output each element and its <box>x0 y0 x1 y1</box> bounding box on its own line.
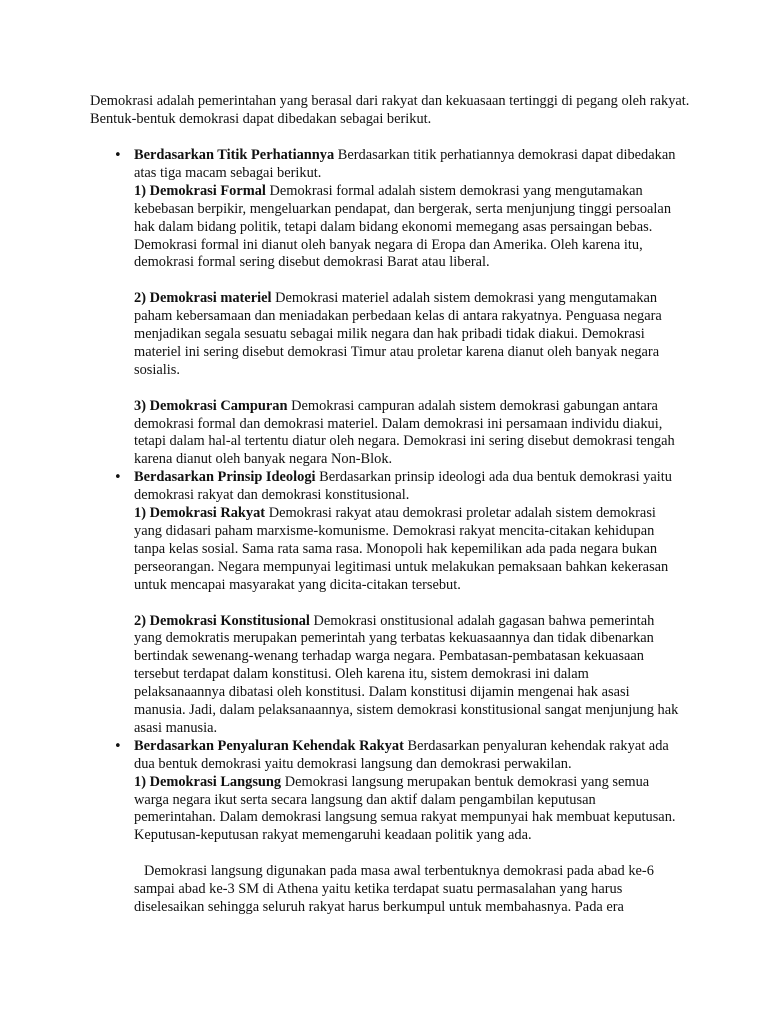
section-heading: Berdasarkan Penyaluran Kehendak Rakyat <box>134 737 404 754</box>
bullet-icon: • <box>114 738 122 754</box>
section-text: Berdasarkan titik perhatiannya demokrasi dapat dibedakan atas tiga macam sebagai berikut. <box>134 147 676 181</box>
item-text: Demokrasi formal adalah sistem demokrasi yang mengutamakan kebebasan berpikir, mengeluarkan pendapat, dan bergerak, serta menjunjung tinggi persoalan hak dalam bidang politik, tetapi dalam bidang ekonomi memegang asas persaingan bebas. Demokrasi formal ini dianut oleh banyak negara di Eropa dan Amerika. Oleh karena itu, demokrasi formal sering disebut demokrasi Barat atau liberal. <box>134 182 672 271</box>
item-text: Demokrasi rakyat atau demokrasi proletar adalah sistem demokrasi yang didasari paham marxisme-komunisme. Demokrasi rakyat mencita-citakan kehidupan tanpa kelas sosial. Sama rata sama rasa. Monopoli hak kepemilikan ada pada negara bukan perseorangan. Negara mempunyai legitimasi untuk melakukan pemaksaan bahkan kekerasan untuk mencapai masyarakat yang dicita-citakan tersebut. <box>134 505 669 593</box>
item-title: 2) Demokrasi materiel <box>134 290 272 307</box>
item-text: Demokrasi langsung merupakan bentuk demokrasi yang semua warga negara ikut serta secara langsung dan aktif dalam pengambilan keputusan pemerintahan. Dalam demokrasi langsung semua rakyat mempunyai hak membuat keputusan. Keputusan-keputusan rakyat memengaruhi keadaan politik yang ada. <box>134 773 676 844</box>
item-text: Demokrasi campuran adalah sistem demokrasi gabungan antara demokrasi formal dan demokrasi materiel. Dalam demokrasi ini persamaan individu diakui, tetapi dalam hal-al tertentu diatur oleh negara. Demokrasi ini sering disebut demokrasi tengah karena dianut oleh banyak negara Non-Blok. <box>134 397 675 468</box>
section-heading: Berdasarkan Titik Perhatiannya <box>134 147 335 163</box>
section-titik-perhatian <box>114 147 679 469</box>
item-title: 3) Demokrasi Campuran <box>134 397 288 414</box>
section-text: Berdasarkan penyaluran kehendak rakyat ada dua bentuk demokrasi yaitu demokrasi langsung dan demokrasi perwakilan. <box>134 737 669 772</box>
section-heading: Berdasarkan Prinsip Ideologi <box>134 469 316 486</box>
bullet-icon: • <box>114 470 122 486</box>
intro-paragraph: Demokrasi adalah pemerintahan yang berasal dari rakyat dan kekuasaan tertinggi di pegang oleh rakyat. Bentuk-bentuk demokrasi dapat dibedakan sebagai berikut. <box>90 93 690 127</box>
item-title: 1) Demokrasi Formal <box>134 182 266 199</box>
closing-paragraph: Demokrasi langsung digunakan pada masa awal terbentuknya demokrasi pada abad ke-6 sampai abad ke-3 SM di Athena yaitu ketika terdapat suatu permasalahan yang harus diselesaikan sehingga seluruh rakyat harus berkumpul untuk membahasnya. Pada era <box>134 863 654 915</box>
item-title: 1) Demokrasi Rakyat <box>134 505 266 522</box>
bullet-icon: • <box>114 148 122 163</box>
section-penyaluran-kehendak <box>114 737 679 917</box>
item-title: 2) Demokrasi Konstitusional <box>134 612 310 629</box>
bullet-list <box>0 147 768 917</box>
item-text: Demokrasi onstitusional adalah gagasan bahwa pemerintah yang demokratis merupakan pemerintah yang terbatas kekuasaannya dan tidak dibenarkan bertindak sewenang-wenang terhadap warga negara. Pembatasan-pembatasan kekuasaan tersebut terdapat dalam konstitusi. Oleh karena itu, sistem demokrasi ini dalam pelaksanaannya dibatasi oleh konstitusi. Dalam konstitusi dijamin mengenai hak asasi manusia. Jadi, dalam pelaksanaannya, sistem demokrasi konstitusional sangat menjunjung hak asasi manusia. <box>134 612 679 736</box>
item-title: 1) Demokrasi Langsung <box>134 773 282 790</box>
item-text: Demokrasi materiel adalah sistem demokrasi yang mengutamakan paham kebersamaan dan meniadakan perbedaan kelas di antara rakyatnya. Penguasa negara menjadikan segala sesuatu sebagai milik negara dan hak pribadi tidak diakui. Demokrasi materiel ini sering disebut demokrasi Timur atau proletar karena dianut oleh banyak negara sosialis. <box>134 290 662 378</box>
section-prinsip-ideologi <box>114 469 679 738</box>
section-text: Berdasarkan prinsip ideologi ada dua bentuk demokrasi yaitu demokrasi rakyat dan demokrasi konstitusional. <box>134 469 672 504</box>
